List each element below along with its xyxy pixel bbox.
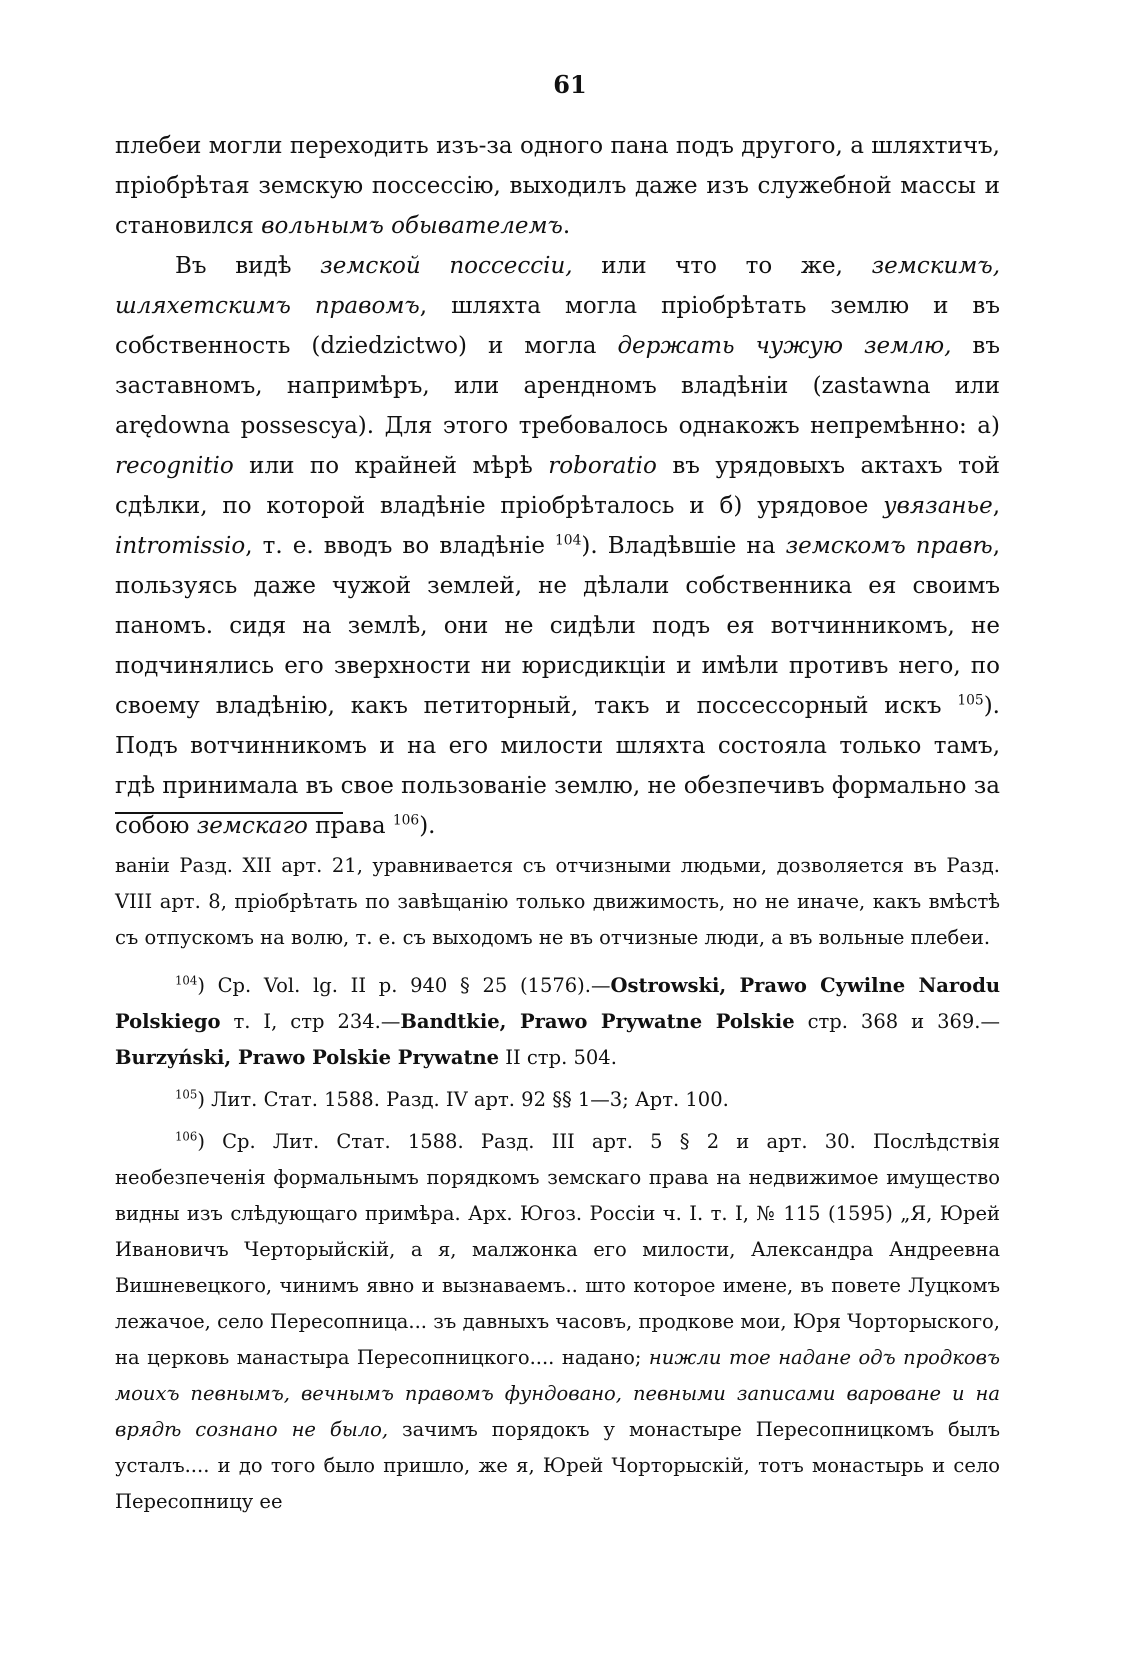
emphasis: земскомъ правѣ — [785, 533, 993, 559]
text-run: ). Владѣвшіе на — [581, 533, 786, 559]
footnote-106 — [115, 1124, 1000, 1520]
footnote-number: 106 — [175, 1129, 198, 1144]
emphasis: нижли тое надане одъ продковъ моихъ певнымъ, вечнымъ правомъ фундовано, певными записами вароване и на врядѣ сознано не было, — [115, 1346, 1001, 1441]
footnote-ref-104: 104 — [555, 532, 582, 549]
emphasis: земскаго — [196, 813, 308, 839]
text-run: или что то же, — [572, 253, 872, 279]
text-run: ). Подъ вотчинникомъ и на его милости шляхта состояла только тамъ, гдѣ принимала въ свое пользованіе землю, не обезпечивъ формально за собою — [115, 693, 1000, 839]
text-run: въ заставномъ, напримѣръ, или арендномъ владѣніи (zastawna или arędowna possescya). Для этого требовалось однакожъ непремѣнно: а) — [115, 333, 1000, 439]
text-run: ) Ср. Лит. Стат. 1588. Разд. III арт. 5 § 2 и арт. 30. Послѣдствія необезпеченія формальнымъ порядкомъ земскаго права на недвижимое имущество видны изъ слѣдующаго примѣра. Арх. Югоз. Россіи ч. I. т. I, № 115 (1595) „Я, Юрей Ивановичъ Черторыйскій, а я, малжонка его милости, Александра Андреевна Вишневецкого, чинимъ явно и вызнаваемъ.. што которое имене, въ повете Луцкомъ лежачое, село Пересопница... зъ давныхъ часовъ, продкове мои, Юря Чорторыского, на церковь манастыра Пересопницкого.... надано; — [115, 1130, 1000, 1369]
text-run: права — [307, 813, 393, 839]
text-run: , — [992, 493, 1000, 519]
author-title: Ostrowski, Prawo Cywilne Narodu Polskiego — [115, 974, 1001, 1033]
emphasis: земскимъ, шляхетскимъ правомъ — [115, 253, 1001, 319]
text-run: , шляхта могла пріобрѣтать землю и въ собственность (dziedzictwo) и могла — [115, 293, 1001, 359]
text-run: плебеи могли переходить изъ-за одного пана подъ другого, а шляхтичъ, пріобрѣтая земскую поссессію, выходилъ даже изъ служебной массы и становился — [115, 133, 1000, 239]
footnote-divider — [115, 812, 343, 814]
footnote-number: 105 — [175, 1087, 198, 1102]
page-number: 61 — [553, 70, 587, 99]
text-run: стр. 368 и 369.— — [794, 1010, 1001, 1033]
emphasis: intromissio — [115, 533, 246, 559]
text-run: Въ видѣ — [175, 253, 321, 279]
main-text — [115, 126, 1000, 846]
text-run: , пользуясь даже чужой землей, не дѣлали собственника ея своимъ паномъ. сидя на землѣ, они не сидѣли подъ ея вотчинникомъ, не подчинялись его зверхности ни юрисдикціи и имѣли противъ него, по своему владѣнію, какъ петиторный, такъ и поссесcорный искъ — [115, 533, 1000, 719]
text-run: , т. е. вводъ во владѣніе — [245, 533, 556, 559]
footnotes — [115, 848, 1000, 1526]
text-run: ). — [419, 813, 436, 839]
emphasis: вольнымъ обывателемъ — [261, 213, 563, 239]
emphasis: держать чужую землю, — [617, 333, 952, 359]
footnote-number: 104 — [175, 973, 198, 988]
emphasis: увязанье — [883, 493, 993, 519]
text-run: ) Лит. Стат. 1588. Разд. IV арт. 92 §§ 1—3; Арт. 100. — [197, 1088, 729, 1111]
author-title: Burzyński, Prawo Polskie Prywatne — [115, 1046, 500, 1069]
paragraph-2 — [115, 246, 1000, 846]
text-run: . — [562, 213, 571, 239]
text-run: т. I, стр 234.— — [220, 1010, 401, 1033]
paragraph-1 — [115, 126, 1000, 246]
emphasis: recognitio — [115, 453, 234, 479]
footnote-continuation: ваніи Разд. XII арт. 21, уравнивается съ отчизными людьми, дозволяется въ Разд. VIII арт. 8, пріобрѣтать по завѣщанію только движимость, но не иначе, какъ вмѣстѣ съ отпускомъ на волю, т. е. съ выходомъ не въ отчизные люди, а въ вольные плебеи. — [115, 854, 1000, 949]
text-run: ) Ср. Vol. lg. II p. 940 § 25 (1576).— — [197, 974, 611, 997]
author-title: Bandtkie, Prawo Prywatne Polskie — [400, 1010, 795, 1033]
footnote-104 — [115, 968, 1000, 1076]
text-run: зачимъ порядокъ у монастыре Пересопницкомъ былъ усталъ.... и до того было пришло, же я, Юрей Чорторыскій, тотъ монастырь и село Пересопницу ее — [115, 1418, 1000, 1513]
footnote-ref-106: 106 — [392, 812, 420, 829]
text-run: II стр. 504. — [499, 1046, 617, 1069]
emphasis: земской поссессіи, — [320, 253, 573, 279]
text-run: въ урядовыхъ актахъ той сдѣлки, по которой владѣніе пріобрѣталось и б) урядовое — [115, 453, 1001, 519]
footnote-105 — [115, 1082, 1000, 1118]
emphasis: roboratio — [548, 453, 657, 479]
footnote-ref-105: 105 — [957, 692, 984, 709]
text-run: или по крайней мѣрѣ — [233, 453, 549, 479]
